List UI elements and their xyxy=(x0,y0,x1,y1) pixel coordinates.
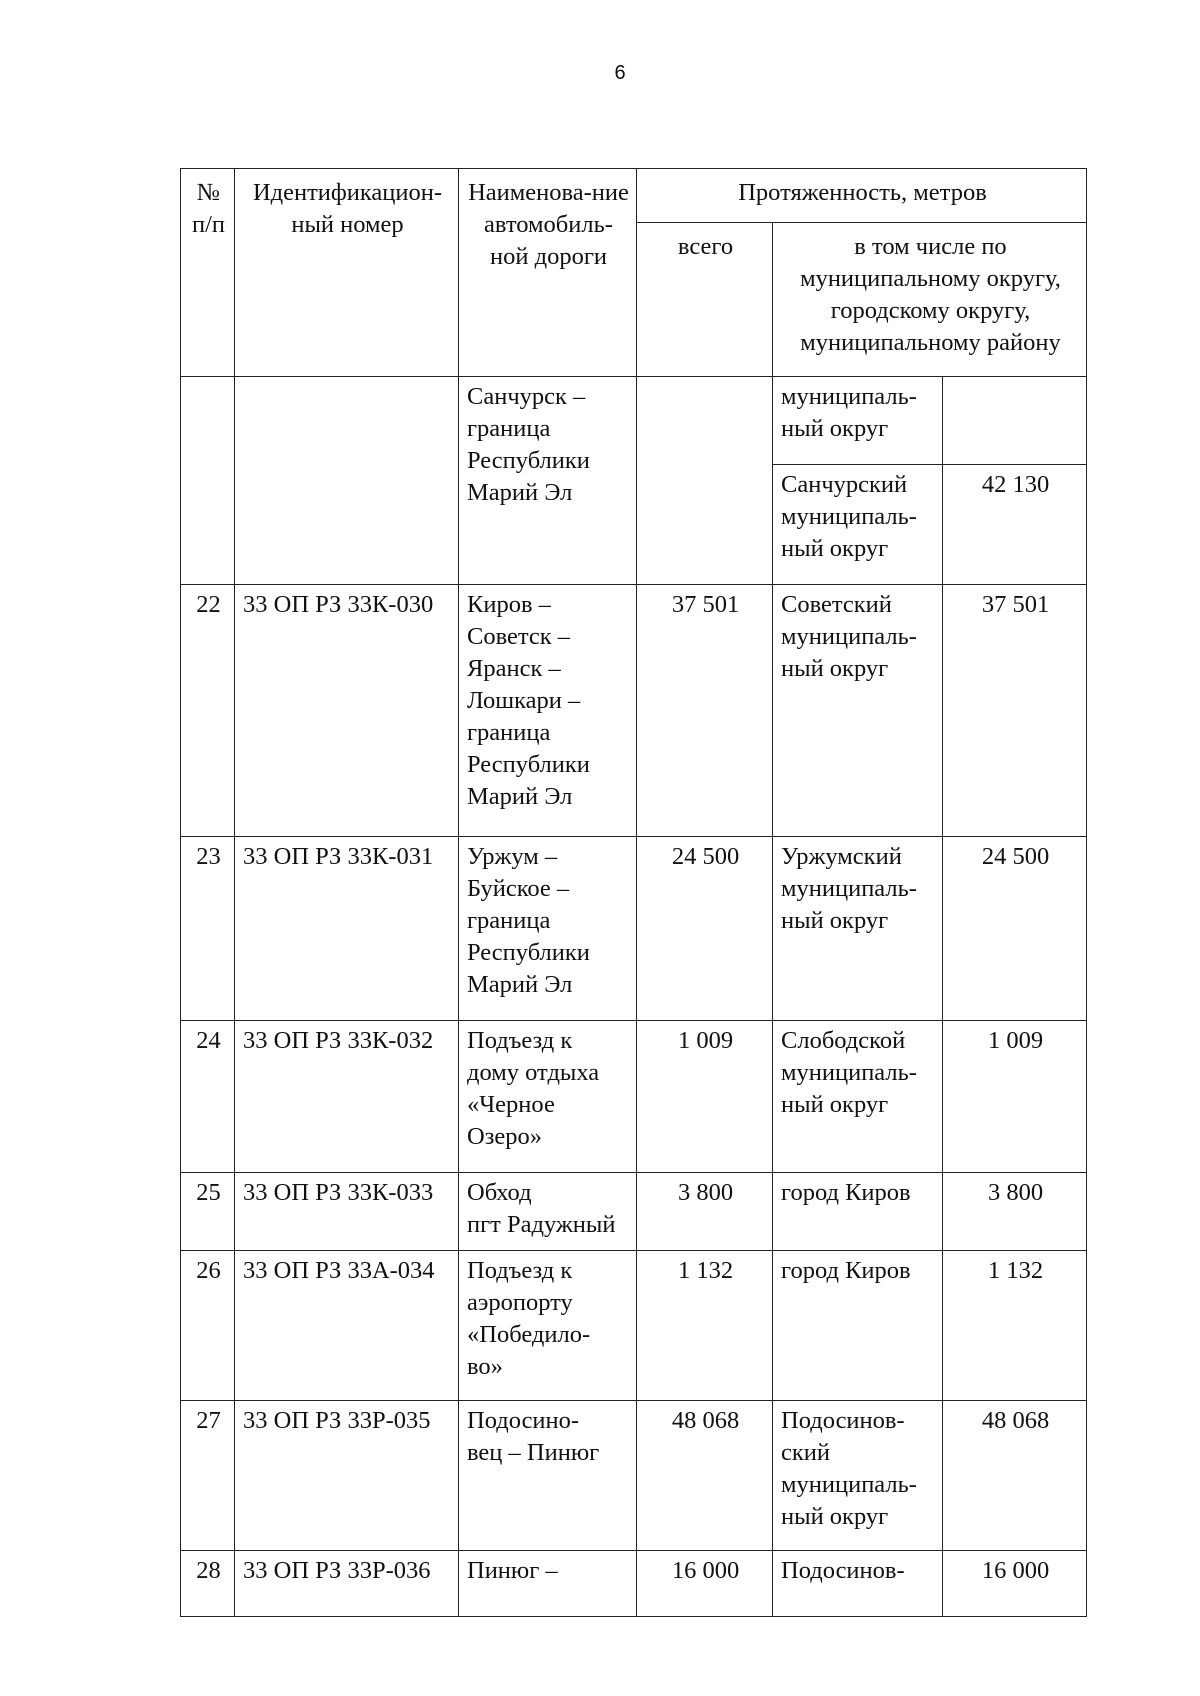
cell-id: 33 ОП РЗ 33К-031 xyxy=(235,837,459,1021)
cell-total: 1 132 xyxy=(637,1251,773,1401)
district-line: Слободской xyxy=(781,1027,906,1054)
name-line: «Черное xyxy=(467,1091,555,1118)
cell-num: 25 xyxy=(181,1173,235,1251)
cell-total: 16 000 xyxy=(637,1551,773,1617)
name-line: Яранск – xyxy=(467,655,561,682)
cell-district-length xyxy=(943,377,1087,465)
district-line: муниципаль- xyxy=(781,383,917,410)
name-line: пгт Радужный xyxy=(467,1211,616,1238)
name-line: дому отдыха xyxy=(467,1059,600,1086)
name-line: «Победило- xyxy=(467,1321,591,1348)
cell-district-length: 3 800 xyxy=(943,1173,1087,1251)
name-line: Марий Эл xyxy=(467,479,573,506)
cell-name xyxy=(459,1173,637,1251)
cell-total: 3 800 xyxy=(637,1173,773,1251)
name-line: граница xyxy=(467,415,551,442)
cell-district xyxy=(773,1401,943,1551)
table-row xyxy=(181,1401,1087,1551)
table-row xyxy=(181,837,1087,1021)
page-number: 6 xyxy=(614,62,626,84)
cell-district-length: 16 000 xyxy=(943,1551,1087,1617)
cell-total xyxy=(637,377,773,585)
name-line: граница xyxy=(467,719,551,746)
cell-district xyxy=(773,465,943,585)
cell-name xyxy=(459,1021,637,1173)
district-line: город Киров xyxy=(781,1179,911,1206)
district-line: муниципаль- xyxy=(781,503,917,530)
table-row xyxy=(181,1551,1087,1617)
table-row xyxy=(181,1021,1087,1173)
header-num: № п/п xyxy=(181,169,235,377)
cell-id: 33 ОП РЗ 33А-034 xyxy=(235,1251,459,1401)
name-line: вец – Пинюг xyxy=(467,1439,600,1466)
district-line: Подосинов- xyxy=(781,1407,905,1434)
cell-total: 1 009 xyxy=(637,1021,773,1173)
roads-table xyxy=(180,168,1087,1617)
cell-district xyxy=(773,1551,943,1617)
name-line: Озеро» xyxy=(467,1123,542,1150)
cell-num: 23 xyxy=(181,837,235,1021)
name-line: Пинюг – xyxy=(467,1557,558,1584)
cell-id: 33 ОП РЗ 33Р-036 xyxy=(235,1551,459,1617)
table-row xyxy=(181,1251,1087,1401)
cell-district-length: 24 500 xyxy=(943,837,1087,1021)
cell-district-length: 48 068 xyxy=(943,1401,1087,1551)
district-line: муниципаль- xyxy=(781,875,917,902)
district-line: Советский xyxy=(781,591,892,618)
table-row-continuation xyxy=(181,377,1087,465)
district-line: ский xyxy=(781,1439,830,1466)
name-line: Буйское – xyxy=(467,875,570,902)
name-line: Лошкари – xyxy=(467,687,581,714)
name-line: Подъезд к xyxy=(467,1027,573,1054)
district-line: муниципаль- xyxy=(781,1471,917,1498)
cell-num xyxy=(181,377,235,585)
cell-id: 33 ОП РЗ 33К-033 xyxy=(235,1173,459,1251)
cell-name xyxy=(459,377,637,585)
cell-district-length: 1 009 xyxy=(943,1021,1087,1173)
cell-district xyxy=(773,585,943,837)
cell-district-length: 37 501 xyxy=(943,585,1087,837)
cell-id: 33 ОП РЗ 33К-032 xyxy=(235,1021,459,1173)
district-line: ный округ xyxy=(781,655,889,682)
name-line: Санчурск – xyxy=(467,383,586,410)
district-line: муниципаль- xyxy=(781,1059,917,1086)
name-line: во» xyxy=(467,1353,503,1380)
cell-name xyxy=(459,837,637,1021)
cell-num: 27 xyxy=(181,1401,235,1551)
cell-total: 24 500 xyxy=(637,837,773,1021)
cell-id: 33 ОП РЗ 33Р-035 xyxy=(235,1401,459,1551)
name-line: Киров – xyxy=(467,591,551,618)
cell-total: 37 501 xyxy=(637,585,773,837)
cell-name xyxy=(459,1551,637,1617)
header-length-group: Протяженность, метров xyxy=(637,169,1087,223)
cell-district-length: 42 130 xyxy=(943,465,1087,585)
header-district-group: в том числе по муниципальному округу, городскому округу, муниципальному району xyxy=(773,223,1087,377)
name-line: Советск – xyxy=(467,623,571,650)
name-line: граница xyxy=(467,907,551,934)
table-row xyxy=(181,1173,1087,1251)
district-line: ный округ xyxy=(781,907,889,934)
name-line: Подосино- xyxy=(467,1407,580,1434)
cell-name xyxy=(459,585,637,837)
cell-id xyxy=(235,377,459,585)
cell-num: 22 xyxy=(181,585,235,837)
district-line: ный округ xyxy=(781,535,889,562)
cell-district xyxy=(773,1251,943,1401)
cell-num: 24 xyxy=(181,1021,235,1173)
cell-num: 28 xyxy=(181,1551,235,1617)
name-line: Марий Эл xyxy=(467,783,573,810)
cell-name xyxy=(459,1251,637,1401)
cell-district-length: 1 132 xyxy=(943,1251,1087,1401)
table-row xyxy=(181,585,1087,837)
table-header xyxy=(181,169,1087,377)
district-line: муниципаль- xyxy=(781,623,917,650)
header-total: всего xyxy=(637,223,773,377)
district-line: Подосинов- xyxy=(781,1557,905,1584)
cell-district xyxy=(773,837,943,1021)
header-id: Идентификацион-ный номер xyxy=(235,169,459,377)
cell-name xyxy=(459,1401,637,1551)
cell-total: 48 068 xyxy=(637,1401,773,1551)
district-line: Санчурский xyxy=(781,471,908,498)
name-line: Республики xyxy=(467,447,590,474)
cell-district xyxy=(773,1021,943,1173)
cell-district xyxy=(773,377,943,465)
name-line: Обход xyxy=(467,1179,532,1206)
name-line: Подъезд к xyxy=(467,1257,573,1284)
cell-num: 26 xyxy=(181,1251,235,1401)
name-line: Республики xyxy=(467,939,590,966)
header-name: Наименова-ние автомобиль-ной дороги xyxy=(459,169,637,377)
district-line: ный округ xyxy=(781,1503,889,1530)
cell-district xyxy=(773,1173,943,1251)
district-line: город Киров xyxy=(781,1257,911,1284)
name-line: Марий Эл xyxy=(467,971,573,998)
district-line: ный округ xyxy=(781,415,889,442)
cell-id: 33 ОП РЗ 33К-030 xyxy=(235,585,459,837)
name-line: Республики xyxy=(467,751,590,778)
name-line: Уржум – xyxy=(467,843,558,870)
district-line: Уржумский xyxy=(781,843,902,870)
district-line: ный округ xyxy=(781,1091,889,1118)
table-body xyxy=(181,377,1087,1617)
name-line: аэропорту xyxy=(467,1289,573,1316)
